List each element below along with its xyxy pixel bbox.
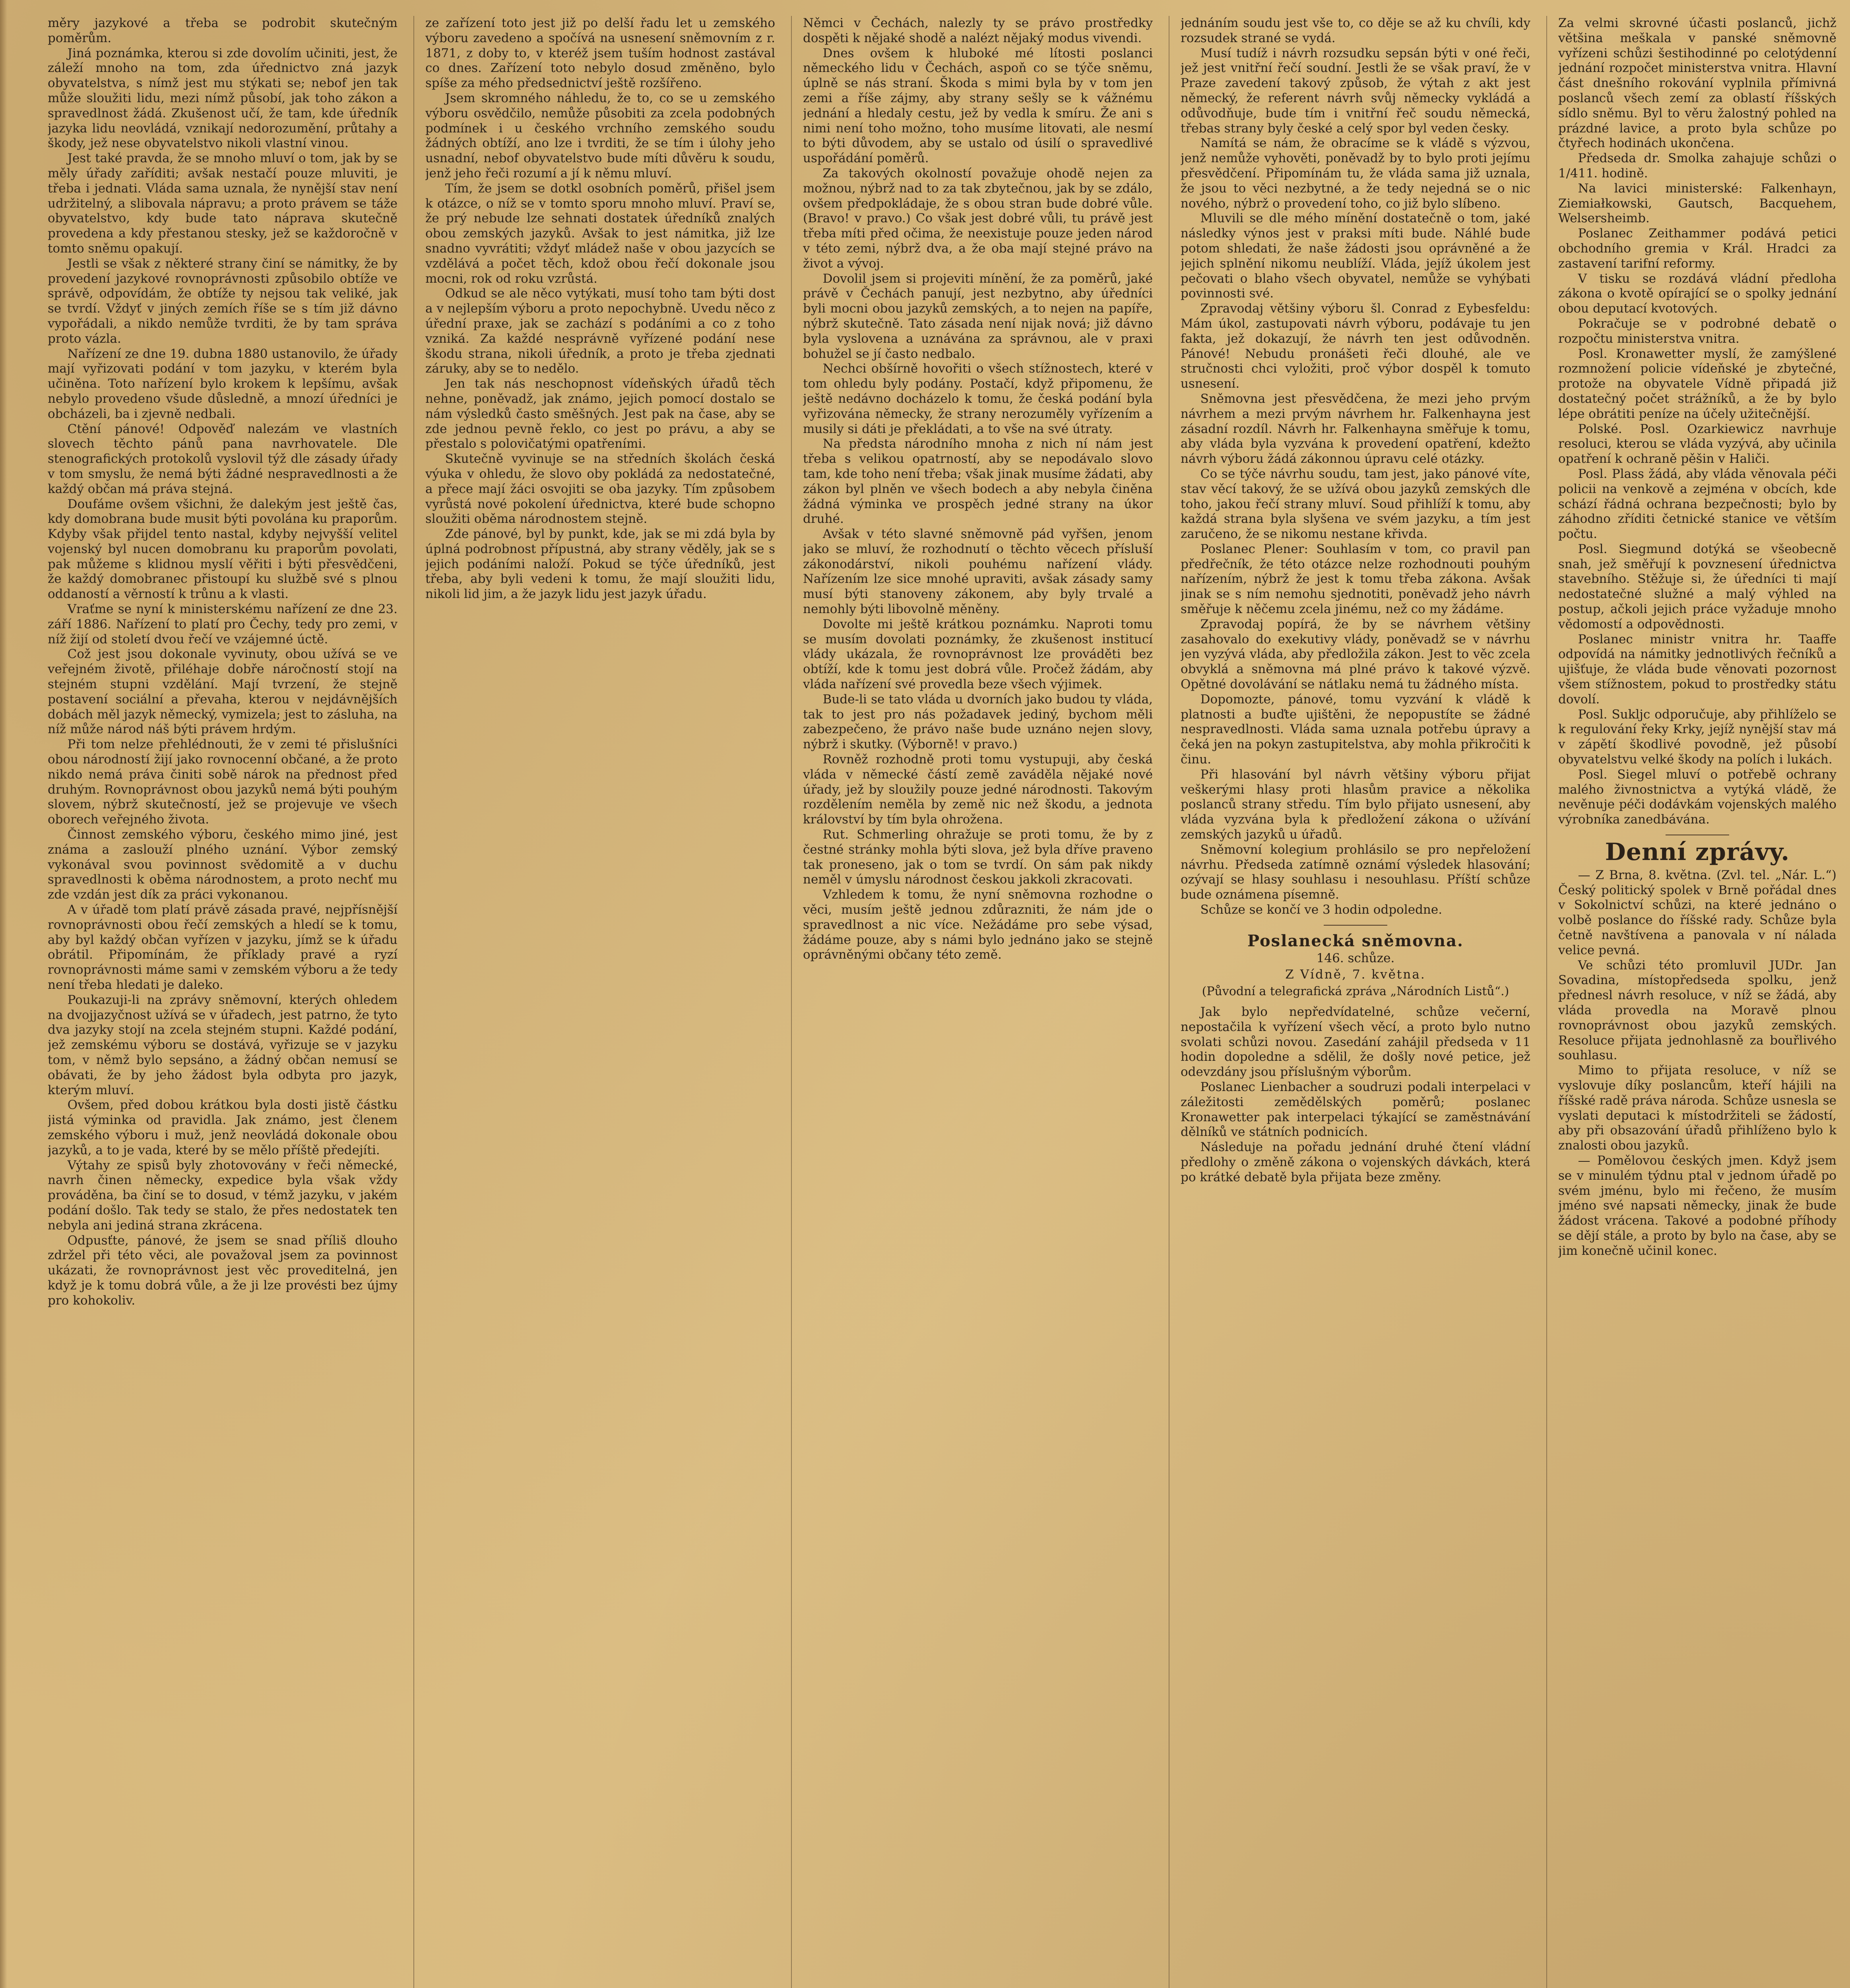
article-paragraph: Na předsta národního mnoha z nich ní nám jest třeba s velikou opatrností, aby se nepodávalo slovo tam, kde toho není třeba; však jinak musíme žádati, aby zákon byl plněn ve všech bodech a aby nebyla činěna žádná výminka ve prospěch jedné strany na úkor druhé.: [803, 437, 1153, 526]
article-paragraph: ze zařízení toto jest již po delší řadu let u zemského výboru zavedeno a spočívá na usnesení sněmovním z r. 1871, z doby to, v kteréž jsem tuším hodnost zastával co dnes. Zařízení toto nebylo dosud změněno, bylo spíše za mého předsednictví ještě rozšířeno.: [425, 16, 775, 91]
article-paragraph: Dovolte mi ještě krátkou poznámku. Naproti tomu se musím dovolati poznámky, že zkušenost institucí vlády ukázala, že rovnoprávnost lze prováděti bez obtíží, kde k tomu jest dobrá vůle. Pročež žádám, aby vláda nařízení své provedla beze všech výjimek.: [803, 617, 1153, 692]
article-paragraph: Nechci obšírně hovořiti o všech stížnostech, které v tom ohledu byly podány. Postačí, když připomenu, že ještě nedávno docházelo k tomu, že česká podání byla vyřizována německy, že strany nerozuměly vyřízením a musily si dáti je překládati, a to vše na své útraty.: [803, 361, 1153, 436]
section-heading: Poslanecká sněmovna.: [1247, 931, 1464, 950]
article-paragraph: Ovšem, před dobou krátkou byla dosti jistě částku jistá výminka od pravidla. Jak známo, jest členem zemského výboru i muž, jenž neovládá dokonale obou jazyků, a to je vada, které by se mělo příště předejíti.: [48, 1098, 398, 1157]
article-paragraph: V tisku se rozdává vládní předloha zákona o kvotě opírající se o spolky jednání obou deputací kvotových.: [1558, 271, 1836, 316]
article-paragraph: Sněmovna jest přesvědčena, že mezi jeho prvým návrhem a mezi prvým návrhem hr. Falkenhayna jest zásadní rozdíl. Návrh hr. Falkenhayna směřuje k tomu, aby vláda byla vyzvána k provedení opatření, kdežto návrh výboru žádá zákonnou úpravu celé otázky.: [1181, 391, 1530, 466]
article-paragraph: Avšak v této slavné sněmovně pád vyřšen, jenom jako se mluví, že rozhodnutí o těchto věcech přísluší zákonodárství, nikoli pouhému nařízení vlády. Nařízením lze sice mnohé upraviti, avšak zásady samy musí býti stanoveny zákonem, aby byly trvalé a nemohly býti libovolně měněny.: [803, 527, 1153, 617]
article-paragraph: Bude-li se tato vláda u dvorních jako budou ty vláda, tak to jest pro nás požadavek jediný, bychom měli zabezpečeno, že právo naše bude uznáno nejen slovy, nýbrž i skutky. (Výborně! v pravo.): [803, 692, 1153, 752]
article-paragraph: Doufáme ovšem všichni, že dalekým jest ještě čas, kdy domobrana bude musit býti povolána ku praporům. Kdyby však přijdel tento nastal, kdyby nejvyšší velitel vojenský byl nucen domobranu ku praporům povolati, pak můžeme s klidnou myslí věřiti i býti přesvědčeni, že každý domobranec přistoupí ku službě své s plnou oddaností a věrností k trůnu a k vlasti.: [48, 497, 398, 602]
column-3: [803, 16, 1153, 1988]
article-paragraph: Rut. Schmerling ohražuje se proti tomu, že by z čestné stránky mohla býti slova, jež byla dříve praveno tak proneseno, jak o tom se tvrdí. On sám pak nikdy neměl v úmyslu národnost českou jakkoli zkracovati.: [803, 827, 1153, 887]
article-paragraph: Při tom nelze přehlédnouti, že v zemi té přislušníci obou národností žijí jako rovnocenní občané, a že proto nikdo nemá práva činiti sobě nárok na přednost před druhým. Rovnoprávnost obou jazyků nemá býti pouhým slovem, nýbrž skutečností, jež se projevuje ve všech oborech veřejného života.: [48, 737, 398, 827]
article-paragraph: Na lavici ministerské: Falkenhayn, Ziemiałkowski, Gautsch, Bacquehem, Welsersheimb.: [1558, 181, 1836, 226]
article-paragraph: Mimo to přijata resoluce, v níž se vyslovuje díky poslancům, kteří hájili na říšské radě práva národa. Schůze usnesla se vyslati deputaci k místodržiteli se žádostí, aby při obsazování úřadů přihlíženo bylo k znalosti obou jazyků.: [1558, 1063, 1836, 1153]
article-paragraph: Předseda dr. Smolka zahajuje schůzi o 1/411. hodině.: [1558, 151, 1836, 181]
article-paragraph: měry jazykové a třeba se podrobit skutečným poměrům.: [48, 16, 398, 45]
article-paragraph: Sněmovní kolegium prohlásilo se pro nepřeložení návrhu. Předseda zatímně oznámí výsledek hlasování; ozývají se hlasy souhlasu i nesouhlasu. Příští schůze bude oznámena písemně.: [1181, 842, 1530, 902]
article-paragraph: A v úřadě tom platí právě zásada pravé, nejpřísnější rovnoprávnosti obou řečí zemských a hledí se k tomu, aby byl každý občan vyřízen v jazyku, jímž se k úřadu obrátil. Připomínám, že příklady pravé a ryzí rovnoprávnosti máme sami v zemském výboru a že tedy není třeba hledati je daleko.: [48, 903, 398, 992]
article-paragraph: Jest také pravda, že se mnoho mluví o tom, jak by se měly úřady zaříditi; avšak nestačí pouze mluviti, je třeba i jednati. Vláda sama uznala, že nynější stav není udržitelný, a slibovala nápravu; a proto právem se táže obyvatelstvo, kdy bude tato náprava skutečně provedena a kdy přestanou stesky, jež se každoročně v tomto sněmu opakují.: [48, 151, 398, 256]
article-paragraph: Jen tak nás neschopnost vídeňských úřadů těch nehne, poněvadž, jak známo, jejich pomocí dostalo se nám výsledků často směšných. Jest pak na čase, aby se zde jednou pevně řeklo, co jest po právu, a aby se přestalo s polovičatými opatřeními.: [425, 377, 775, 451]
article-paragraph: Rovněž rozhodně proti tomu vystupuji, aby česká vláda v německé částí země zaváděla nějaké nové úřady, jež by sloužily pouze jedné národnosti. Takovým rozdělením neměla by země nic než škodu, a jednota království by tím byla ohrožena.: [803, 752, 1153, 827]
source-note: (Původní a telegrafická zpráva „Národních Listů“.): [1202, 984, 1509, 999]
section-separator: [1324, 925, 1387, 926]
column-5: [1558, 16, 1836, 1988]
article-paragraph: Ve schůzi této promluvil JUDr. Jan Sovadina, místopředseda spolku, jenž přednesl návrh resoluce, v níž se žádá, aby vláda provedla na Moravě plnou rovnoprávnost obou jazyků zemských. Resoluce přijata jednohlasně za bouřlivého souhlasu.: [1558, 958, 1836, 1063]
section-heading: Denní zprávy.: [1605, 838, 1790, 866]
article-paragraph: Činnost zemského výboru, českého mimo jiné, jest známa a zaslouží plného uznání. Výbor zemský vykonával svou povinnost svědomitě a v duchu spravedlnosti k oběma národnostem, a proto nechť mu zde vzdán jest dík za práci vykonanou.: [48, 827, 398, 902]
article-paragraph: Dnes ovšem k hluboké mé lítosti poslanci německého lidu v Čechách, aspoň co se týče sněmu, úplně se nás straní. Škoda s mimi byla by v tom jen zemi a říše zájmy, aby strany sešly se k vážnému jednání a hledaly cestu, jež by vedla k smíru. Že ani s nimi není toho možno, toho musíme litovati, ale nesmí to býti důvodem, aby se ustalo od úsilí o spravedlivé uspořádání poměrů.: [803, 46, 1153, 166]
article-paragraph: Vraťme se nyní k ministerskému nařízení ze dne 23. září 1886. Nařízení to platí pro Čechy, tedy pro zemi, v níž žijí od století dvou řečí ve vzájemné úctě.: [48, 602, 398, 646]
column-1: [48, 16, 398, 1988]
page-left-edge: [0, 0, 7, 1988]
article-paragraph: Pokračuje se v podrobné debatě o rozpočtu ministerstva vnitra.: [1558, 316, 1836, 346]
article-paragraph: Posl. Kronawetter myslí, že zamýšlené rozmnožení policie vídeňské je zbytečné, protože na obyvatele Vídně připadá již dostatečný počet strážníků, a že by bylo lépe obrátiti peníze na účely užitečnější.: [1558, 346, 1836, 421]
article-paragraph: Následuje na pořadu jednání druhé čtení vládní předlohy o změně zákona o vojenských dávkách, která po krátké debatě byla přijata beze změny.: [1181, 1140, 1530, 1184]
article-paragraph: Za takových okolností považuje ohodě nejen za možnou, nýbrž nad to za tak zbytečnou, jak by se zdálo, ovšem předpokládaje, že s obou stran bude dobré vůle. (Bravo! v pravo.) Co však jest dobré vůli, tu právě jest třeba míti před očima, že neexistuje pouze jeden národ v této zemi, nýbrž dva, a že oba mají stejné právo na život a vývoj.: [803, 166, 1153, 271]
article-paragraph: Což jest jsou dokonale vyvinuty, obou užívá se ve veřejném životě, přiléhaje dobře náročností stojí na stejném stupni vzdělání. Mají tvrzení, že stejně postavení sociální a převaha, kterou v nejdávnějších dobách měl jazyk německý, vymizela; jest to zásluha, na níž může národ náš býti právem hrdým.: [48, 647, 398, 737]
article-paragraph: Jak bylo nepředvídatelné, schůze večerní, nepostačila k vyřízení všech věcí, a proto bylo nutno svolati schůzi novou. Zasedání zahájil předseda v 11 hodin dopoledne a sdělil, že došly nové petice, jež odevzdány jsou příslušným výborům.: [1181, 1005, 1530, 1079]
article-paragraph: Jsem skromného náhledu, že to, co se u zemského výboru osvědčilo, nemůže působiti za zcela podobných podmínek i u českého vrchního zemského soudu žádných obtíží, ano lze i tvrditi, že se tím i úlohy jeho usnadní, nebof obyvatelstvo bude míti důvěru k soudu, jenž jeho řeči rozumí a jí k němu mluví.: [425, 91, 775, 181]
article-paragraph: Posl. Siegel mluví o potřebě ochrany malého živnostnictva a vytýká vládě, že nevěnuje péči dodávkám vojenských malého výrobníka zanedbávána.: [1558, 767, 1836, 827]
article-paragraph: Výtahy ze spisů byly zhotovovány v řeči německé, navrh činen německy, expedice byla však vždy prováděna, ba činí se to dosud, v témž jazyku, v jakém podání došlo. Tak tedy se stalo, že přes nedostatek ten nebyla ani jediná strana zkrácena.: [48, 1158, 398, 1233]
article-paragraph: Poukazuji-li na zprávy sněmovní, kterých ohledem na dvojjazyčnost užívá se v úřadech, jest patrno, že tyto dva jazyky stojí na zcela stejném stupni. Každé podání, jež zemskému výboru se dostává, vyřizuje se v jazyku tom, v němž bylo sepsáno, a žádný občan nemusí se obávati, že by jeho žádost byla odbyta pro jazyk, kterým mluví.: [48, 992, 398, 1097]
column-divider-2: [791, 16, 792, 1988]
article-paragraph: Posl. Plass žádá, aby vláda věnovala péči policii na venkově a zejména v obcích, kde schází řádná ochrana bezpečnosti; bylo by záhodno zříditi četnické stanice ve větším počtu.: [1558, 466, 1836, 542]
column-divider-4: [1546, 16, 1547, 1988]
article-paragraph: Poslanec ministr vnitra hr. Taaffe odpovídá na námitky jednotlivých řečníků a ujišťuje, že vláda bude věnovati pozornost všem stížnostem, pokud to prostředky státu dovolí.: [1558, 632, 1836, 707]
session-number: 146. schůze.: [1316, 951, 1395, 965]
article-paragraph: Zde pánové, byl by punkt, kde, jak se mi zdá byla by úplná podrobnost přípustná, aby strany věděly, jak se s jejich podáními naloží. Pokud se týče úředníků, jest třeba, aby byli vedeni k tomu, že mají sloužiti lidu, nikoli lid jim, a že jazyk lidu jest jazyk úřadu.: [425, 527, 775, 602]
article-paragraph: Zpravodaj většiny výboru šl. Conrad z Eybesfeldu: Mám úkol, zastupovati návrh výboru, podávaje tu jen fakta, jež dokazují, že návrh ten jest odůvodněn. Pánové! Nebudu pronášeti řeči dlouhé, ale ve stručnosti chci vyložiti, proč výbor dospěl k tomuto usnesení.: [1181, 301, 1530, 391]
article-paragraph: Odpusťte, pánové, že jsem se snad příliš dlouho zdržel při této věci, ale považoval jsem za povinnost ukázati, že rovnoprávnost jest věc proveditelná, jen když je k tomu dobrá vůle, a že ji lze provésti bez újmy pro kohokoliv.: [48, 1233, 398, 1308]
article-paragraph: Za velmi skrovné účasti poslanců, jichž většina meškala v panské sněmovně vyřízeni schůzi šestihodinné po celotýdenní jednání rozpočet ministerstva vnitra. Hlavní část dnešního rokování vyplnila přímivná poslanců všech zemí za oblastí říšských sídlo sněmu. Byl to věru žalostný pohled na prázdné lavice, a proto byla schůze po čtyřech hodinách ukončena.: [1558, 16, 1836, 151]
article-paragraph: Poslanec Lienbacher a soudruzi podali interpelaci v záležitosti zemědělských poměrů; poslanec Kronawetter pak interpelaci týkající se zaměstnávání dělníků ve státních podnicích.: [1181, 1079, 1530, 1140]
article-paragraph: Tím, že jsem se dotkl osobních poměrů, přišel jsem k otázce, o níž se v tomto sporu mnoho mluví. Praví se, že prý nebude lze sehnati dostatek úředníků znalých obou zemských jazyků. Avšak to jest námitka, již lze snadno vyvrátiti; vždyť mládež naše v obou jazycích se vzdělává a počet těch, kdož obou řečí dokonale jsou mocni, rok od roku vzrůstá.: [425, 181, 775, 286]
article-paragraph: Nařízení ze dne 19. dubna 1880 ustanovilo, že úřady mají vyřizovati podání v tom jazyku, v kterém byla učiněna. Toto nařízení bylo krokem k lepšímu, avšak nebylo provedeno všude důsledně, a mnozí úředníci je obcházeli, ba i zjevně nedbali.: [48, 346, 398, 421]
article-paragraph: Jestli se však z některé strany činí se námitky, že by provedení jazykové rovnoprávnosti způsobilo obtíže ve správě, odpovídám, že obtíže ty nejsou tak veliké, jak se tvrdí. Vždyť v jiných zemích říše se s tím již dávno vypořádali, a nikdo nemůže tvrditi, že by tam správa proto vázla.: [48, 256, 398, 346]
article-paragraph: Polské. Posl. Ozarkiewicz navrhuje resoluci, kterou se vláda vyzývá, aby učinila opatření k ochraně pěšin v Haliči.: [1558, 421, 1836, 466]
article-paragraph: Skutečně vyvinuje se na středních školách česká výuka v ohledu, že slovo oby pokládá za nedostatečné, a přece mají žáci osvojiti se oba jazyky. Tím způsobem vyrůstá nové pokolení úřednictva, které bude schopno sloužiti oběma národnostem stejně.: [425, 452, 775, 526]
article-paragraph: Poslanec Plener: Souhlasím v tom, co pravil pan předřečník, že této otázce nelze rozhodnouti pouhým nařízením, nýbrž že jest k tomu třeba zákona. Avšak jinak se s ním nemohu sjednotiti, poněvadž jeho návrh směřuje k něčemu zcela jinému, než co my žádáme.: [1181, 542, 1530, 617]
article-paragraph: — Z Brna, 8. května. (Zvl. tel. „Nár. L.“) Český politický spolek v Brně pořádal dnes v Sokolnictví schůzi, na které jednáno o volbě poslance do říšské rady. Schůze byla četně navštívena a panovala v ní nálada velice pevná.: [1558, 868, 1836, 957]
article-paragraph: — Pomělovou českých jmen. Když jsem se v minulém týdnu ptal v jednom úřadě po svém jménu, bylo mi řečeno, že musím jméno své napsati německy, jinak že bude žádost vrácena. Takové a podobné příhody se dějí stále, a proto by bylo na čase, aby se jim konečně učinil konec.: [1558, 1153, 1836, 1258]
article-paragraph: Vzhledem k tomu, že nyní sněmovna rozhodne o věci, musím ještě jednou zdůrazniti, že nám jde o spravedlnost a nic více. Nežádáme pro sebe výsad, žádáme pouze, aby s námi bylo jednáno jako se stejně oprávněnými občany této země.: [803, 887, 1153, 962]
article-paragraph: Musí tudíž i návrh rozsudku sepsán býti v oné řeči, jež jest vnitřní řečí soudní. Jestli že se však praví, že v Praze zavedení takový způsob, že výtah z akt jest německý, že referent návrh svůj německy vykládá a odůvodňuje, bude tím i vnitřní řeč soudu německá, třebas strany byly české a celý spor byl veden česky.: [1181, 46, 1530, 136]
article-paragraph: Ctění pánové! Odpověď nalezám ve vlastních slovech těchto pánů pana navrhovatele. Dle stenografických protokolů vyslovil týž dle zásady úřady v tom smyslu, že nemá býti žádné nespravedlnosti a že každý občan má práva stejná.: [48, 421, 398, 496]
article-paragraph: Při hlasování byl návrh většiny výboru přijat veškerými hlasy proti hlasům pravice a několika poslanců strany středu. Tím bylo přijato usnesení, aby vláda vyzvána byla k předložení zákona o užívání zemských jazyků u úřadů.: [1181, 767, 1530, 842]
article-paragraph: Namítá se nám, že obracíme se k vládě s výzvou, jenž nemůže vyhověti, poněvadž by to bylo proti jejímu přesvědčení. Připomínám tu, že vláda sama již uznala, že jsou to věci nezbytné, a že tedy nejedná se o nic nového, nýbrž o provedení toho, co již bylo slíbeno.: [1181, 136, 1530, 211]
article-paragraph: Schůze se končí ve 3 hodin odpoledne.: [1200, 903, 1443, 917]
article-paragraph: Odkud se ale něco vytýkati, musí toho tam býti dost a v nejlepším výboru a proto nepochybně. Uvedu něco z úřední praxe, jak se zachází s podáními a co z toho vzniká. Za každé nesprávně vyřízené podání nese škodu strana, nikoli úředník, a proto je třeba zjednati záruky, aby se to nedělo.: [425, 286, 775, 376]
article-paragraph: Jiná poznámka, kterou si zde dovolím učiniti, jest, že záleží mnoho na tom, zda úřednictvo zná jazyk obyvatelstva, s nímž jest mu stýkati se; nebof jen tak může sloužiti lidu, mezi nímž působí, jak toho zákon a spravedlnost žádá. Zkušenost učí, že tam, kde úředník jazyka lidu neovládá, vznikají nedorozumění, průtahy a škody, jež nese obyvatelstvo nikoli vlastní vinou.: [48, 46, 398, 151]
column-4: [1181, 16, 1530, 1988]
column-divider-1: [413, 16, 414, 1988]
article-paragraph: Posl. Siegmund dotýká se všeobecně snah, jež směřují k povznesení úřednictva stavebního. Stěžuje si, že úředníci ti mají nedostatečné služné a malý výhled na postup, ačkoli jejich práce vyžaduje mnoho vědomostí a odpovědnosti.: [1558, 542, 1836, 631]
article-paragraph: Zpravodaj popírá, že by se návrhem většiny zasahovalo do exekutivy vlády, poněvadž se v návrhu jen vyzývá vláda, aby předložila zákon. Jest to věc zcela obvyklá a sněmovna má plné právo k takové výzvě. Opětné dovolávání se nátlaku nemá tu žádného místa.: [1181, 617, 1530, 692]
article-paragraph: Němci v Čechách, nalezly ty se právo prostředky dospěti k nějaké shodě a nalézt nějaký modus vivendi.: [803, 16, 1153, 45]
article-paragraph: Posl. Sukljc odporučuje, aby přihlíželo se k regulování řeky Krky, jejíž nynější stav má v zápětí škodlivé povodně, jež působí obyvatelstvu velké škody na polích i lukách.: [1558, 707, 1836, 767]
article-paragraph: Dovolil jsem si projeviti mínění, že za poměrů, jaké právě v Čechách panují, jest nezbytno, aby úředníci byli mocni obou jazyků zemských, a to nejen na papíře, nýbrž skutečně. Tato zásada není nijak nová; již dávno byla vyslovena a uznávána za správnou, ale v praxi bohužel se jí často nedbalo.: [803, 271, 1153, 361]
article-paragraph: jednáním soudu jest vše to, co děje se až ku chvíli, kdy rozsudek strané se vydá.: [1181, 16, 1530, 45]
dateline: Z Vídně, 7. května.: [1285, 967, 1426, 982]
article-paragraph: Co se týče návrhu soudu, tam jest, jako pánové víte, stav věcí takový, že se užívá obou jazyků zemských dle toho, jakou řečí strany mluví. Soud přihlíží k tomu, aby každá strana byla slyšena ve svém jazyku, a tím jest zaručeno, že se nikomu nestane křivda.: [1181, 466, 1530, 542]
article-paragraph: Poslanec Zeithammer podává petici obchodního gremia v Král. Hradci za zastavení tarifní reformy.: [1558, 226, 1836, 271]
column-2: [425, 16, 775, 1988]
article-paragraph: Mluvili se dle mého mínění dostatečně o tom, jaké následky výnos jest v praksi míti bude. Náhlé bude potom shledati, že naše žádosti jsou oprávněné a že jejich splnění nikomu neublíží. Vláda, jejíž úkolem jest pečovati o blaho všech obyvatel, nemůže se vyhýbati povinnosti své.: [1181, 211, 1530, 301]
article-paragraph: Dopomozte, pánové, tomu vyzvání k vládě k platnosti a buďte ujištěni, že nepopustíte se žádné nespravedlnosti. Vláda sama uznala potřebu úpravy a čeká jen na pokyn zastupitelstva, aby mohla přikročiti k činu.: [1181, 692, 1530, 767]
